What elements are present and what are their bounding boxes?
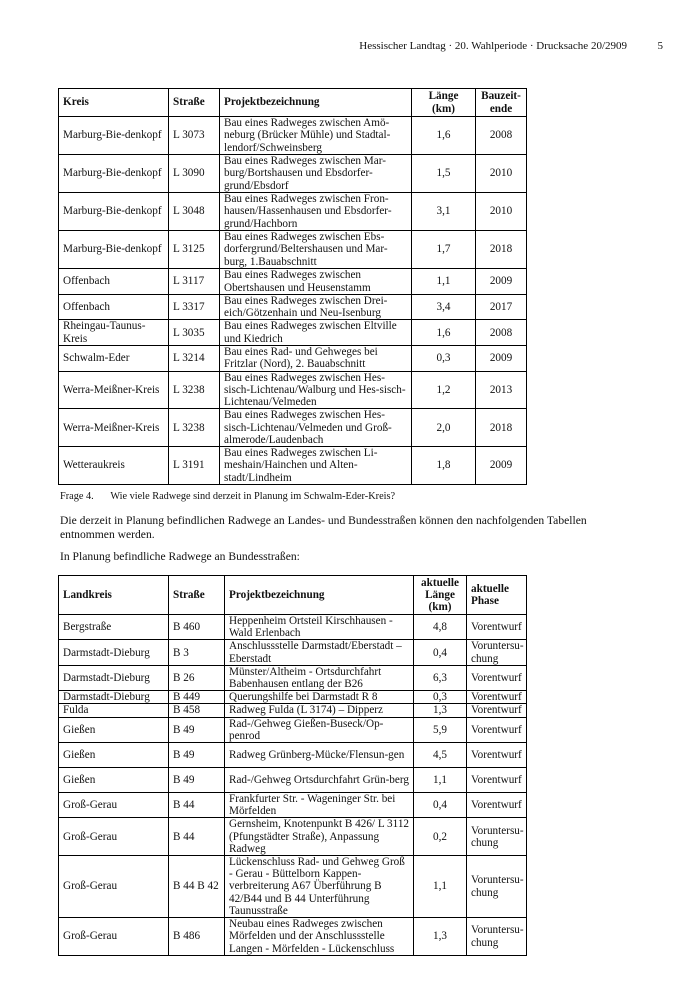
cell-bauzeitende: 2013 [476,371,527,409]
cell-strasse: L 3125 [169,231,220,269]
cell-projekt: Bau eines Radweges zwischen Eltville und Kiedrich [220,320,412,345]
cell-landkreis: Darmstadt-Dieburg [59,665,169,690]
table-row [59,691,527,704]
cell-laenge: 4,5 [414,743,467,768]
cell-laenge: 1,1 [414,856,467,918]
answer-paragraph: Die derzeit in Planung befindlichen Radwege an Landes- und Bundesstraßen können den nachfolgenden Tabellen entnommen werden. [60,514,587,541]
cell-phase: Vorentwurf [467,768,527,793]
table-row [59,447,527,485]
cell-laenge: 1,6 [412,117,476,155]
table-row [59,768,527,793]
cell-strasse: B 44 [169,793,225,818]
table-header-row [59,576,527,615]
cell-bauzeitende: 2017 [476,295,527,320]
cell-laenge: 1,2 [412,371,476,409]
cell-laenge: 1,1 [414,768,467,793]
cell-strasse: B 458 [169,704,225,717]
cell-projekt: Radweg Fulda (L 3174) – Dipperz [225,704,414,717]
table-row [59,856,527,918]
cell-laenge: 2,0 [412,409,476,447]
cell-kreis: Rheingau-Taunus-Kreis [59,320,169,345]
table-row [59,640,527,665]
cell-laenge: 0,3 [414,691,467,704]
header-laenge: Länge (km) [412,89,476,117]
cell-landkreis: Darmstadt-Dieburg [59,640,169,665]
cell-landkreis: Darmstadt-Dieburg [59,691,169,704]
cell-strasse: L 3035 [169,320,220,345]
cell-bauzeitende: 2009 [476,447,527,485]
cell-strasse: L 3048 [169,193,220,231]
cell-strasse: L 3073 [169,117,220,155]
cell-projekt: Frankfurter Str. - Wageninger Str. bei Mörfelden [225,793,414,818]
table-row [59,320,527,345]
cell-projekt: Bau eines Radweges zwischen Li-meshain/Hainchen und Alten-stadt/Lindheim [220,447,412,485]
header-landkreis: Landkreis [59,576,169,615]
cell-projekt: Bau eines Radweges zwischen Hes-sisch-Lichtenau/Walburg und Hes-sisch-Lichtenau/Velmeden [220,371,412,409]
cell-laenge: 6,3 [414,665,467,690]
cell-projekt: Bau eines Radweges zwischen Mar-burg/Bortshausen und Ebsdorfer-grund/Ebsdorf [220,155,412,193]
cell-laenge: 3,1 [412,193,476,231]
cell-strasse: B 49 [169,743,225,768]
cell-bauzeitende: 2010 [476,155,527,193]
cell-laenge: 0,2 [414,818,467,856]
cell-strasse: B 49 [169,768,225,793]
table-row [59,269,527,295]
cell-phase: Vorentwurf [467,704,527,717]
table-row [59,615,527,640]
header-strasse: Straße [169,576,225,615]
table-row [59,793,527,818]
question-4 [60,491,395,502]
cell-projekt: Rad-/Gehweg Gießen-Buseck/Op-penrod [225,717,414,742]
page-header [60,40,663,56]
cell-kreis: Werra-Meißner-Kreis [59,371,169,409]
table-row [59,231,527,269]
cell-projekt: Anschlussstelle Darmstadt/Eberstadt – Eberstadt [225,640,414,665]
cell-phase: Vorentwurf [467,691,527,704]
table-row [59,409,527,447]
cell-strasse: B 3 [169,640,225,665]
cell-landkreis: Groß-Gerau [59,918,169,956]
cell-strasse: B 486 [169,918,225,956]
cell-projekt: Rad-/Gehweg Ortsdurchfahrt Grün-berg [225,768,414,793]
cell-strasse: B 49 [169,717,225,742]
cell-kreis: Werra-Meißner-Kreis [59,409,169,447]
cell-bauzeitende: 2008 [476,117,527,155]
table-row [59,918,527,956]
table-row [59,665,527,690]
table-header-row [59,89,527,117]
cell-projekt: Bau eines Rad- und Gehweges bei Fritzlar (Nord), 2. Bauabschnitt [220,345,412,371]
table-row [59,371,527,409]
table-row [59,155,527,193]
page-number: 5 [657,40,663,52]
header-projekt: Projektbezeichnung [225,576,414,615]
header-kreis: Kreis [59,89,169,117]
cell-bauzeitende: 2008 [476,320,527,345]
cell-laenge: 4,8 [414,615,467,640]
cell-laenge: 0,4 [414,793,467,818]
cell-projekt: Lückenschluss Rad- und Gehweg Groß - Gerau - Büttelborn Kappen-verbreiterung A67 Überführung B 42/B44 und B 44 Unterführung Taunusstraße [225,856,414,918]
cell-projekt: Bau eines Radweges zwischen Hes-sisch-Lichtenau/Velmeden und Groß-almerode/Laudenbach [220,409,412,447]
table-row [59,193,527,231]
cell-phase: Voruntersu-chung [467,818,527,856]
cell-kreis: Schwalm-Eder [59,345,169,371]
table-row [59,117,527,155]
cell-strasse: L 3317 [169,295,220,320]
cell-bauzeitende: 2018 [476,409,527,447]
cell-strasse: B 26 [169,665,225,690]
cell-laenge: 3,4 [412,295,476,320]
table-row [59,818,527,856]
cell-projekt: Bau eines Radweges zwischen Ebs-dorfergrund/Beltershausen und Mar-burg, 1.Bauabschnitt [220,231,412,269]
table-row [59,345,527,371]
header-phase: aktuelle Phase [467,576,527,615]
cell-landkreis: Groß-Gerau [59,793,169,818]
cycleway-completed-table [58,88,527,485]
cell-projekt: Münster/Altheim - Ortsdurchfahrt Babenhausen entlang der B26 [225,665,414,690]
cell-strasse: B 44 B 42 [169,856,225,918]
cell-projekt: Bau eines Radweges zwischen Obertshausen und Heusenstamm [220,269,412,295]
header-laenge: aktuelle Länge (km) [414,576,467,615]
cell-landkreis: Gießen [59,717,169,742]
cell-laenge: 1,1 [412,269,476,295]
table-row [59,295,527,320]
cell-projekt: Heppenheim Ortsteil Kirschhausen - Wald Erlenbach [225,615,414,640]
cell-kreis: Offenbach [59,295,169,320]
header-text: Hessischer Landtag · 20. Wahlperiode · Drucksache 20/2909 [359,40,627,52]
cell-landkreis: Gießen [59,743,169,768]
cell-laenge: 0,4 [414,640,467,665]
cell-phase: Voruntersu-chung [467,918,527,956]
cell-projekt: Bau eines Radweges zwischen Drei-eich/Götzenhain und Neu-Isenburg [220,295,412,320]
question-text: Wie viele Radwege sind derzeit in Planung im Schwalm-Eder-Kreis? [110,491,396,502]
header-strasse: Straße [169,89,220,117]
cell-strasse: L 3238 [169,371,220,409]
cell-strasse: L 3090 [169,155,220,193]
cycleway-planned-table [58,575,527,956]
cell-kreis: Marburg-Bie-denkopf [59,231,169,269]
cell-strasse: L 3117 [169,269,220,295]
cell-projekt: Radweg Grünberg-Mücke/Flensun-gen [225,743,414,768]
cell-bauzeitende: 2009 [476,345,527,371]
cell-kreis: Wetteraukreis [59,447,169,485]
cell-kreis: Marburg-Bie-denkopf [59,193,169,231]
cell-strasse: L 3238 [169,409,220,447]
cell-phase: Voruntersu-chung [467,856,527,918]
cell-strasse: B 460 [169,615,225,640]
table-row [59,743,527,768]
header-bauzeitende: Bauzeit-ende [476,89,527,117]
table-row [59,704,527,717]
cell-kreis: Marburg-Bie-denkopf [59,117,169,155]
table-row [59,717,527,742]
cell-kreis: Marburg-Bie-denkopf [59,155,169,193]
cell-projekt: Bau eines Radweges zwischen Fron-hausen/Hassenhausen und Ebsdorfer-grund/Hachborn [220,193,412,231]
cell-laenge: 1,6 [412,320,476,345]
cell-laenge: 1,5 [412,155,476,193]
section-heading: In Planung befindliche Radwege an Bundesstraßen: [60,550,300,563]
cell-phase: Vorentwurf [467,615,527,640]
cell-projekt: Bau eines Radweges zwischen Amö-neburg (Brücker Mühle) und Stadtal-lendorf/Schweinsberg [220,117,412,155]
cell-projekt: Querungshilfe bei Darmstadt R 8 [225,691,414,704]
cell-landkreis: Bergstraße [59,615,169,640]
cell-laenge: 5,9 [414,717,467,742]
cell-landkreis: Groß-Gerau [59,818,169,856]
cell-strasse: L 3191 [169,447,220,485]
cell-projekt: Gernsheim, Knotenpunkt B 426/ L 3112 (Pfungstädter Straße), Anpassung Radweg [225,818,414,856]
cell-phase: Vorentwurf [467,665,527,690]
cell-strasse: B 44 [169,818,225,856]
cell-bauzeitende: 2018 [476,231,527,269]
cell-landkreis: Gießen [59,768,169,793]
cell-laenge: 1,3 [414,704,467,717]
cell-bauzeitende: 2010 [476,193,527,231]
cell-landkreis: Groß-Gerau [59,856,169,918]
cell-kreis: Offenbach [59,269,169,295]
cell-laenge: 0,3 [412,345,476,371]
cell-laenge: 1,7 [412,231,476,269]
cell-projekt: Neubau eines Radweges zwischen Mörfelden und der Anschlussstelle Langen - Mörfelden - Lückenschluss [225,918,414,956]
cell-strasse: B 449 [169,691,225,704]
cell-phase: Vorentwurf [467,717,527,742]
header-projekt: Projektbezeichnung [220,89,412,117]
cell-phase: Voruntersu-chung [467,640,527,665]
cell-phase: Vorentwurf [467,793,527,818]
cell-bauzeitende: 2009 [476,269,527,295]
cell-phase: Vorentwurf [467,743,527,768]
cell-landkreis: Fulda [59,704,169,717]
cell-strasse: L 3214 [169,345,220,371]
question-label: Frage 4. [60,491,94,502]
cell-laenge: 1,3 [414,918,467,956]
cell-laenge: 1,8 [412,447,476,485]
